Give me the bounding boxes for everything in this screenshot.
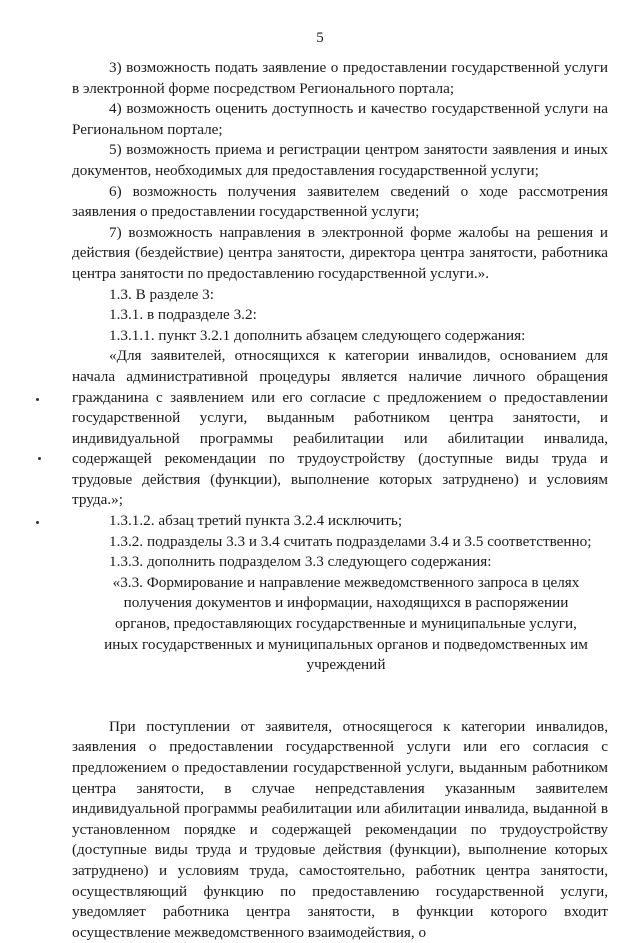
paragraph-quoted-amendment: «Для заявителей, относящихся к категории инвалидов, основанием для начала административной процедуры является наличие личного обращения гражданина с заявлением или его согласие с предложением о предоставлении государственной услуги, выданным работником центра занятости, и индивидуальной программы реабилитации или абилитации инвалида, содержащей рекомендации по трудоустройству (доступные виды труда и трудовые действия (функции), выполнение которых затруднено) и условиям труда.»;: [72, 347, 608, 509]
paragraph-item-7: 7) возможность направления в электронной форме жалобы на решения и действия (бездействие) центра занятости, директора центра занятости, работника центра занятости по предоставлению государственной услуги.».: [72, 223, 608, 282]
paragraph-section-1-3: 1.3. В разделе 3:: [109, 285, 214, 303]
margin-mark: [36, 398, 39, 401]
paragraph-item-3: 3) возможность подать заявление о предоставлении государственной услуги в электронной форме посредством Регионального портала;: [72, 59, 608, 97]
paragraph-clause-1-3-1-1: 1.3.1.1. пункт 3.2.1 дополнить абзацем следующего содержания:: [109, 326, 526, 344]
paragraph-final: При поступлении от заявителя, относящегося к категории инвалидов, заявления о предоставлении государственной услуги или его согласия с предложением о предоставлении государственной услуги, выданным работником центра занятости, в случае непредставления указанным заявителем индивидуальной программы реабилитации или абилитации инвалида, выданной в установленном порядке и содержащей рекомендации по трудоустройству (доступные виды труда и трудовые действия (функции), выполнение которых затруднено) и условиям труда, самостоятельно, работник центра занятости, осуществляющий функцию по предоставлению государственной услуги, уведомляет работника центра занятости, в функции которого входит осуществление межведомственного взаимодействия, о: [72, 717, 608, 941]
paragraph-subsection-1-3-3: 1.3.3. дополнить подразделом 3.3 следующего содержания:: [109, 553, 492, 571]
paragraph-item-4: 4) возможность оценить доступность и качество государственной услуги на Региональном портале;: [72, 100, 608, 138]
paragraph-clause-1-3-1-2: 1.3.1.2. абзац третий пункта 3.2.4 исключить;: [109, 512, 403, 530]
paragraph-item-6: 6) возможность получения заявителем сведений о ходе рассмотрения заявления о предоставлении государственной услуги;: [72, 182, 608, 221]
section-heading-3-3: «3.3. Формирование и направление межведомственного запроса в целях получения документов и информации, находящихся в распоряжении органов, предоставляющих государственные и муниципальные услуги, иных государственных и муниципальных органов и подведомственных им учреждений: [104, 573, 588, 674]
page-number: 5: [316, 30, 324, 46]
paragraph-item-5: 5) возможность приема и регистрации центром занятости заявления и иных документов, необходимых для предоставления государственной услуги;: [72, 141, 608, 179]
paragraph-subsection-1-3-1: 1.3.1. в подразделе 3.2:: [109, 306, 257, 324]
margin-mark: [38, 457, 41, 460]
section-gap: [72, 676, 608, 717]
document-body: [72, 58, 608, 943]
margin-mark: [36, 521, 39, 524]
paragraph-subsection-1-3-2: 1.3.2. подразделы 3.3 и 3.4 считать подразделами 3.4 и 3.5 соответственно;: [109, 532, 592, 550]
